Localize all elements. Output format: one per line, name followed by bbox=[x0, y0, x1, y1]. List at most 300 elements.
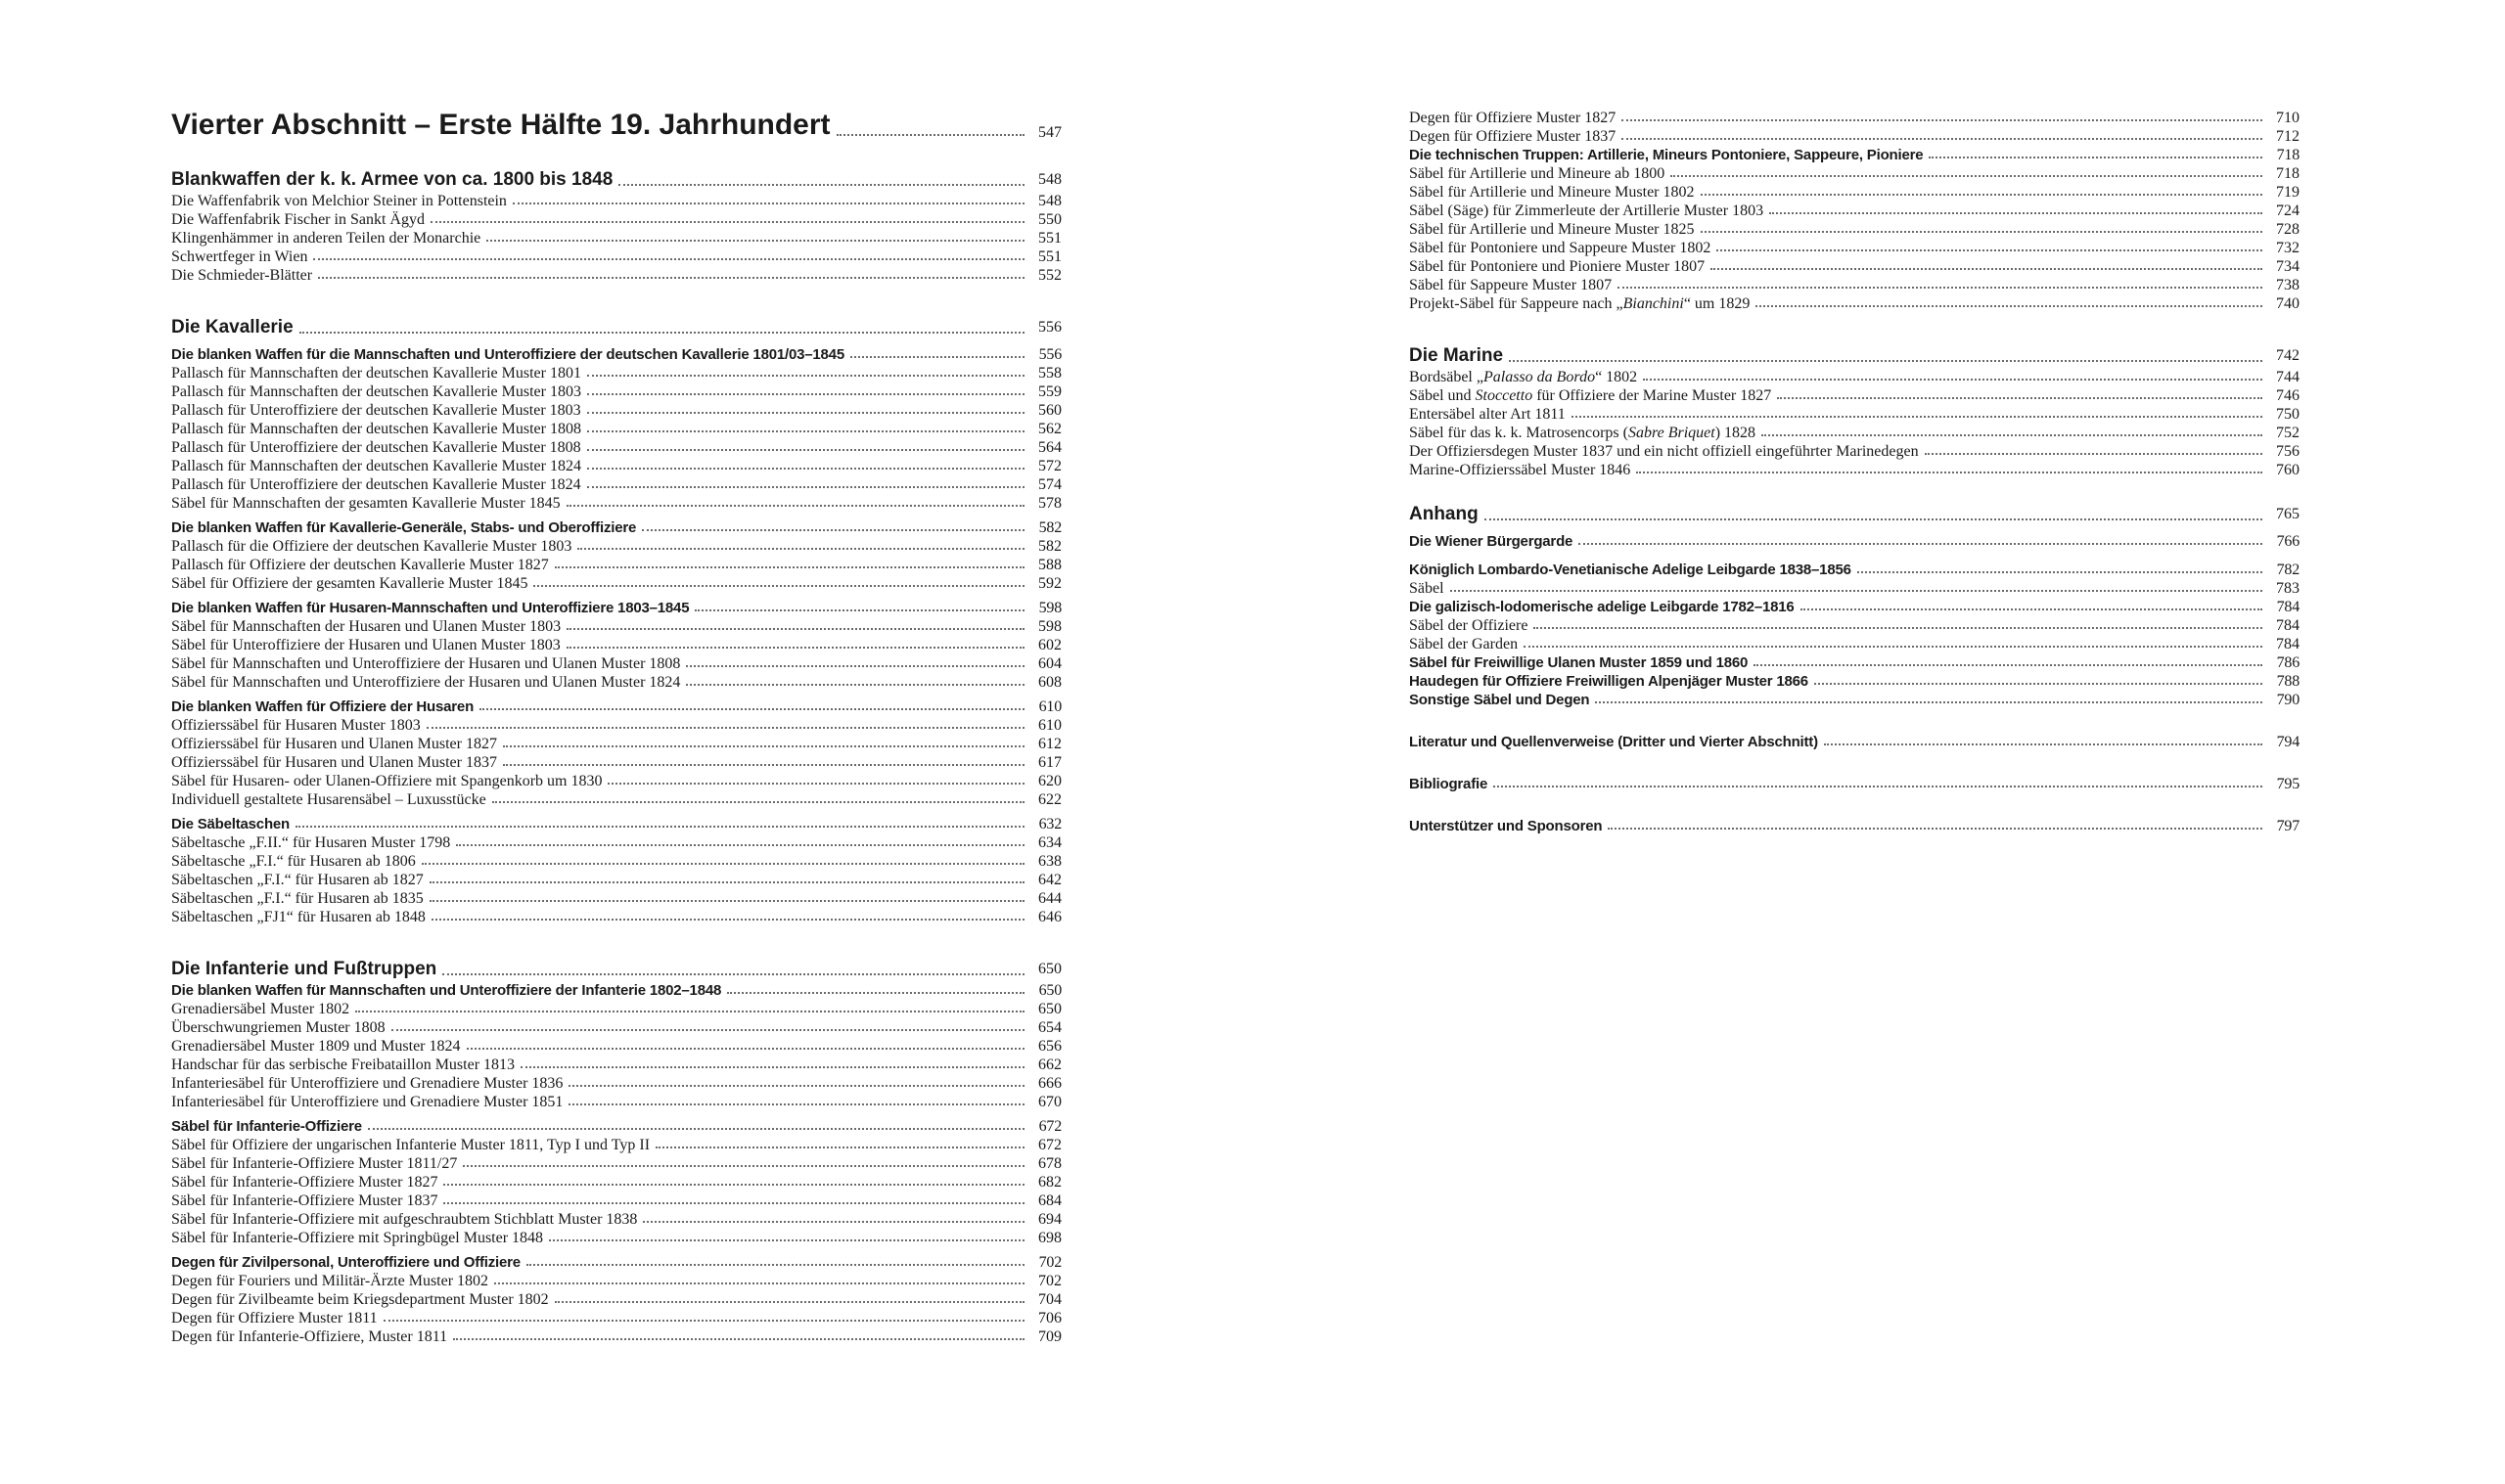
leader-dots bbox=[1578, 543, 2262, 545]
entry-title: Säbel für Infanterie-Offiziere Muster 1811/27 bbox=[171, 1155, 458, 1172]
page-number: 784 bbox=[2276, 617, 2300, 634]
section-title: Sonstige Säbel und Degen bbox=[1409, 692, 1590, 708]
toc-entry bbox=[171, 908, 1062, 926]
leader-dots bbox=[513, 202, 1025, 204]
toc-section bbox=[1409, 775, 2300, 793]
toc-entry bbox=[171, 457, 1062, 475]
page-number: 620 bbox=[1038, 773, 1062, 789]
toc-section bbox=[1409, 653, 2300, 672]
section-title: Degen für Zivilpersonal, Unteroffiziere und Offiziere bbox=[171, 1254, 521, 1271]
page-number: 698 bbox=[1038, 1230, 1062, 1246]
section-title: Die galizisch-lodomerische adelige Leibgarde 1782–1816 bbox=[1409, 599, 1795, 615]
page-number: 574 bbox=[1038, 476, 1062, 493]
entry-title: Säbel der Garden bbox=[1409, 636, 1519, 652]
leader-dots bbox=[1571, 416, 2262, 418]
toc-entry bbox=[1409, 257, 2300, 276]
entry-title: Säbel für Artillerie und Mineure Muster 1802 bbox=[1409, 184, 1695, 201]
page-number: 656 bbox=[1038, 1038, 1062, 1055]
leader-dots bbox=[555, 1301, 1025, 1303]
entry-list bbox=[171, 716, 1062, 809]
toc-entry bbox=[171, 1272, 1062, 1290]
toc-entry bbox=[171, 1093, 1062, 1111]
toc-entry bbox=[171, 1056, 1062, 1074]
toc-right-page bbox=[1409, 109, 2300, 835]
leader-dots bbox=[569, 1103, 1025, 1105]
toc-entry bbox=[1409, 461, 2300, 479]
section-title: Die Wiener Bürgergarde bbox=[1409, 533, 1573, 550]
page-number: 610 bbox=[1038, 717, 1062, 734]
leader-dots bbox=[587, 412, 1025, 414]
page-number: 547 bbox=[1038, 124, 1062, 141]
entry-list bbox=[171, 1272, 1062, 1346]
entry-list bbox=[1409, 109, 2300, 146]
entry-title: Klingenhämmer in anderen Teilen der Monarchie bbox=[171, 230, 481, 247]
leader-dots bbox=[492, 801, 1025, 803]
page-number: 604 bbox=[1038, 655, 1062, 672]
page-number: 718 bbox=[2276, 147, 2300, 163]
leader-dots bbox=[391, 1029, 1025, 1031]
page-number: 765 bbox=[2276, 506, 2300, 522]
entry-title: Säbel für Mannschaften der gesamten Kavallerie Muster 1845 bbox=[171, 495, 561, 512]
chapter-title: Anhang bbox=[1409, 504, 1479, 524]
toc-section bbox=[171, 1253, 1062, 1272]
entry-title: Bordsäbel „Palasso da Bordo“ 1802 bbox=[1409, 369, 1638, 385]
page-number: 562 bbox=[1038, 421, 1062, 437]
entry-list bbox=[1409, 164, 2300, 294]
leader-dots bbox=[1710, 268, 2262, 270]
page-number: 617 bbox=[1038, 754, 1062, 771]
entry-title: Die Waffenfabrik von Melchior Steiner in Pottenstein bbox=[171, 193, 507, 209]
entry-title: Projekt-Säbel für Sappeure nach „Bianchini“ um 1829 bbox=[1409, 295, 1751, 312]
page-number: 654 bbox=[1038, 1019, 1062, 1036]
leader-dots bbox=[1716, 249, 2262, 251]
entry-title: Säbel für Pontoniere und Pioniere Muster 1807 bbox=[1409, 258, 1706, 275]
toc-section bbox=[171, 1117, 1062, 1136]
leader-dots bbox=[526, 1264, 1025, 1266]
toc-section bbox=[171, 345, 1062, 364]
page-number: 672 bbox=[1038, 1118, 1062, 1135]
entry-title: Säbel für Pontoniere und Sappeure Muster 1802 bbox=[1409, 240, 1711, 256]
page-number: 740 bbox=[2276, 295, 2300, 312]
leader-dots bbox=[587, 375, 1025, 377]
page-number: 702 bbox=[1038, 1273, 1062, 1289]
toc-entry bbox=[171, 1037, 1062, 1056]
page-number: 662 bbox=[1038, 1057, 1062, 1073]
page-number: 551 bbox=[1038, 230, 1062, 247]
toc-section bbox=[1409, 817, 2300, 835]
chapter-title: Die Kavallerie bbox=[171, 317, 294, 337]
entry-title: Säbel für Mannschaften und Unteroffiziere der Husaren und Ulanen Muster 1824 bbox=[171, 674, 681, 691]
toc-entry bbox=[1409, 368, 2300, 386]
page-number: 732 bbox=[2276, 240, 2300, 256]
page-number: 582 bbox=[1038, 519, 1062, 536]
toc-entry bbox=[171, 475, 1062, 494]
page-number: 610 bbox=[1038, 698, 1062, 715]
toc-entry bbox=[171, 364, 1062, 382]
page-number: 598 bbox=[1038, 600, 1062, 616]
toc-entry bbox=[171, 382, 1062, 401]
toc-entry bbox=[171, 852, 1062, 871]
leader-dots bbox=[1857, 571, 2262, 573]
toc-section bbox=[171, 518, 1062, 537]
toc-chapter bbox=[171, 958, 1062, 981]
toc-section bbox=[1409, 146, 2300, 164]
page-number: 666 bbox=[1038, 1075, 1062, 1092]
leader-dots bbox=[1800, 608, 2262, 610]
toc-entry bbox=[1409, 109, 2300, 127]
page-number: 550 bbox=[1038, 211, 1062, 228]
entry-title: Säbeltasche „F.I.“ für Husaren ab 1806 bbox=[171, 853, 416, 870]
toc-section bbox=[1409, 598, 2300, 616]
page-number: 719 bbox=[2276, 184, 2300, 201]
toc-chapter bbox=[171, 316, 1062, 339]
toc-entry bbox=[171, 716, 1062, 735]
leader-dots bbox=[1754, 664, 2262, 666]
page-number: 712 bbox=[2276, 128, 2300, 145]
entry-title: Offizierssäbel für Husaren und Ulanen Muster 1837 bbox=[171, 754, 497, 771]
entry-list bbox=[171, 537, 1062, 593]
leader-dots bbox=[1814, 683, 2262, 685]
section-title: Königlich Lombardo-Venetianische Adelige Leibgarde 1838–1856 bbox=[1409, 562, 1851, 578]
toc-entry bbox=[1409, 294, 2300, 313]
toc-entry bbox=[171, 229, 1062, 247]
toc-entry bbox=[171, 673, 1062, 692]
leader-dots bbox=[1777, 397, 2262, 399]
toc-entry bbox=[1409, 405, 2300, 424]
toc-entry bbox=[171, 735, 1062, 753]
leader-dots bbox=[1621, 138, 2262, 140]
leader-dots bbox=[368, 1128, 1025, 1130]
entry-title: Säbeltasche „F.II.“ für Husaren Muster 1798 bbox=[171, 834, 451, 851]
toc-chapter bbox=[1409, 503, 2300, 526]
toc-section bbox=[1409, 733, 2300, 751]
page-number: 556 bbox=[1038, 319, 1062, 336]
leader-dots bbox=[577, 548, 1025, 550]
section-title: Bibliografie bbox=[1409, 776, 1488, 792]
toc-section bbox=[171, 599, 1062, 617]
page-number: 797 bbox=[2276, 818, 2300, 834]
entry-title: Degen für Offiziere Muster 1837 bbox=[1409, 128, 1617, 145]
leader-dots bbox=[1701, 194, 2263, 196]
leader-dots bbox=[587, 486, 1025, 488]
toc-section bbox=[171, 981, 1062, 1000]
leader-dots bbox=[642, 529, 1025, 531]
toc-section bbox=[1409, 561, 2300, 579]
entry-title: Degen für Offiziere Muster 1811 bbox=[171, 1310, 378, 1327]
page-number: 702 bbox=[1038, 1254, 1062, 1271]
entry-list bbox=[171, 364, 1062, 513]
leader-dots bbox=[850, 356, 1025, 358]
leader-dots bbox=[1670, 175, 2262, 177]
toc-entry bbox=[171, 871, 1062, 889]
section-title: Die blanken Waffen für Mannschaften und Unteroffiziere der Infanterie 1802–1848 bbox=[171, 982, 722, 999]
page-number: 734 bbox=[2276, 258, 2300, 275]
page-number: 560 bbox=[1038, 402, 1062, 419]
toc-entry bbox=[171, 438, 1062, 457]
entry-title: Individuell gestaltete Husarensäbel – Luxusstücke bbox=[171, 791, 486, 808]
entry-title: Schwertfeger in Wien bbox=[171, 248, 308, 265]
page-number: 728 bbox=[2276, 221, 2300, 238]
toc-entry bbox=[1409, 276, 2300, 294]
section-title: Literatur und Quellenverweise (Dritter und Vierter Abschnitt) bbox=[1409, 734, 1818, 750]
leader-dots bbox=[567, 628, 1025, 630]
leader-dots bbox=[1493, 786, 2262, 787]
page-number: 646 bbox=[1038, 909, 1062, 925]
page-number: 744 bbox=[2276, 369, 2300, 385]
toc-entry bbox=[171, 420, 1062, 438]
page-number: 795 bbox=[2276, 776, 2300, 792]
entry-title: Überschwungriemen Muster 1808 bbox=[171, 1019, 386, 1036]
entry-title: Säbel für Husaren- oder Ulanen-Offiziere mit Spangenkorb um 1830 bbox=[171, 773, 603, 789]
toc-entry bbox=[171, 1290, 1062, 1309]
toc-entry bbox=[171, 654, 1062, 673]
leader-dots bbox=[443, 1202, 1025, 1204]
toc-entry bbox=[171, 1173, 1062, 1192]
page-number: 552 bbox=[1038, 267, 1062, 284]
toc-entry bbox=[171, 1309, 1062, 1327]
toc-entry bbox=[171, 833, 1062, 852]
leader-dots bbox=[695, 609, 1025, 611]
toc-entry bbox=[171, 401, 1062, 420]
leader-dots bbox=[608, 783, 1025, 785]
toc-chapter bbox=[1409, 344, 2300, 368]
leader-dots bbox=[727, 992, 1025, 994]
leader-dots bbox=[1643, 379, 2262, 381]
leader-dots bbox=[686, 665, 1025, 667]
leader-dots bbox=[587, 430, 1025, 432]
leader-dots bbox=[431, 221, 1025, 223]
entry-title: Offizierssäbel für Husaren und Ulanen Muster 1827 bbox=[171, 736, 497, 752]
toc-section bbox=[171, 697, 1062, 716]
page-number: 694 bbox=[1038, 1211, 1062, 1228]
entry-title: Säbel für Artillerie und Mineure Muster 1825 bbox=[1409, 221, 1695, 238]
leader-dots bbox=[555, 566, 1025, 568]
page-number: 710 bbox=[2276, 110, 2300, 126]
entry-title: Pallasch für Unteroffiziere der deutschen Kavallerie Muster 1803 bbox=[171, 402, 581, 419]
entry-title: Säbel für Mannschaften und Unteroffiziere der Husaren und Ulanen Muster 1808 bbox=[171, 655, 681, 672]
entry-title: Säbeltaschen „F.I.“ für Husaren ab 1835 bbox=[171, 890, 424, 907]
page-number: 746 bbox=[2276, 387, 2300, 404]
toc-entry bbox=[171, 494, 1062, 513]
entry-title: Degen für Infanterie-Offiziere, Muster 1811 bbox=[171, 1328, 448, 1345]
entry-title: Entersäbel alter Art 1811 bbox=[1409, 406, 1566, 423]
page-number: 750 bbox=[2276, 406, 2300, 423]
page-number: 790 bbox=[2276, 692, 2300, 708]
entry-list bbox=[171, 617, 1062, 692]
entry-title: Degen für Offiziere Muster 1827 bbox=[1409, 110, 1617, 126]
entry-title: Säbel der Offiziere bbox=[1409, 617, 1528, 634]
toc-entry bbox=[171, 617, 1062, 636]
toc-entry bbox=[1409, 127, 2300, 146]
entry-title: Degen für Fouriers und Militär-Ärzte Muster 1802 bbox=[171, 1273, 489, 1289]
entry-title: Handschar für das serbische Freibataillon Muster 1813 bbox=[171, 1057, 516, 1073]
page-number: 650 bbox=[1038, 982, 1062, 999]
page-number: 548 bbox=[1038, 193, 1062, 209]
section-title: Haudegen für Offiziere Freiwilligen Alpenjäger Muster 1866 bbox=[1409, 673, 1808, 690]
leader-dots bbox=[456, 844, 1025, 846]
leader-dots bbox=[618, 184, 1025, 186]
leader-dots bbox=[569, 1085, 1025, 1087]
leader-dots bbox=[430, 881, 1025, 883]
leader-dots bbox=[1509, 360, 2262, 362]
leader-dots bbox=[656, 1147, 1025, 1148]
leader-dots bbox=[1484, 518, 2262, 520]
toc-section bbox=[171, 815, 1062, 833]
toc-entry bbox=[1409, 220, 2300, 239]
page-number: 642 bbox=[1038, 872, 1062, 888]
entry-title: Säbeltaschen „F.I.“ für Husaren ab 1827 bbox=[171, 872, 424, 888]
toc-entry bbox=[171, 1018, 1062, 1037]
entry-title: Infanteriesäbel für Unteroffiziere und Grenadiere Muster 1836 bbox=[171, 1075, 564, 1092]
toc-chapter bbox=[171, 168, 1062, 192]
toc-entry bbox=[1409, 616, 2300, 635]
entry-list bbox=[171, 1000, 1062, 1111]
leader-dots bbox=[503, 745, 1025, 747]
page-number: 564 bbox=[1038, 439, 1062, 456]
leader-dots bbox=[422, 863, 1025, 865]
leader-dots bbox=[567, 647, 1025, 649]
entry-title: Säbel für Artillerie und Mineure ab 1800 bbox=[1409, 165, 1665, 182]
page-number: 582 bbox=[1038, 538, 1062, 555]
leader-dots bbox=[837, 134, 1025, 136]
page-number: 709 bbox=[1038, 1328, 1062, 1345]
page-number: 718 bbox=[2276, 165, 2300, 182]
leader-dots bbox=[453, 1338, 1025, 1340]
toc-entry bbox=[1409, 442, 2300, 461]
toc-entry bbox=[171, 1192, 1062, 1210]
toc-entry bbox=[1409, 202, 2300, 220]
leader-dots bbox=[355, 1011, 1025, 1012]
leader-dots bbox=[587, 393, 1025, 395]
toc-entry bbox=[171, 790, 1062, 809]
page-number: 572 bbox=[1038, 458, 1062, 474]
page-number: 782 bbox=[2276, 562, 2300, 578]
leader-dots bbox=[443, 1184, 1025, 1186]
leader-dots bbox=[1925, 453, 2262, 455]
section-title: Die blanken Waffen für Offiziere der Husaren bbox=[171, 698, 475, 715]
toc-entry bbox=[1409, 183, 2300, 202]
leader-dots bbox=[567, 505, 1025, 507]
entry-title: Säbel (Säge) für Zimmerleute der Artillerie Muster 1803 bbox=[1409, 202, 1764, 219]
entry-title: Säbel für Infanterie-Offiziere Muster 1837 bbox=[171, 1192, 438, 1209]
page-number: 559 bbox=[1038, 383, 1062, 400]
section-title: Säbel für Freiwillige Ulanen Muster 1859 und 1860 bbox=[1409, 654, 1749, 671]
entry-title: Säbel für Infanterie-Offiziere mit aufgeschraubtem Stichblatt Muster 1838 bbox=[171, 1211, 638, 1228]
toc-entry bbox=[171, 1210, 1062, 1229]
entry-title: Pallasch für Mannschaften der deutschen Kavallerie Muster 1808 bbox=[171, 421, 581, 437]
leader-dots bbox=[533, 585, 1025, 587]
entry-title: Degen für Zivilbeamte beim Kriegsdepartment Muster 1802 bbox=[171, 1291, 549, 1308]
leader-dots bbox=[479, 708, 1025, 710]
toc-entry bbox=[171, 753, 1062, 772]
leader-dots bbox=[1524, 646, 2262, 648]
page-number: 612 bbox=[1038, 736, 1062, 752]
page-number: 784 bbox=[2276, 636, 2300, 652]
page-number: 634 bbox=[1038, 834, 1062, 851]
leader-dots bbox=[549, 1239, 1025, 1241]
page-number: 632 bbox=[1038, 816, 1062, 832]
leader-dots bbox=[384, 1320, 1025, 1322]
entry-title: Der Offiziersdegen Muster 1837 und ein nicht offiziell eingeführter Marinedegen bbox=[1409, 443, 1919, 460]
section-title: Säbel für Infanterie-Offiziere bbox=[171, 1118, 362, 1135]
page-number: 588 bbox=[1038, 557, 1062, 573]
page-number: 650 bbox=[1038, 1001, 1062, 1017]
page-number: 602 bbox=[1038, 637, 1062, 653]
page-number: 678 bbox=[1038, 1155, 1062, 1172]
page-number: 598 bbox=[1038, 618, 1062, 635]
page-number: 684 bbox=[1038, 1192, 1062, 1209]
leader-dots bbox=[503, 764, 1025, 766]
entry-title: Säbeltaschen „FJ1“ für Husaren ab 1848 bbox=[171, 909, 426, 925]
page-number: 760 bbox=[2276, 462, 2300, 478]
page-number: 742 bbox=[2276, 347, 2300, 364]
leader-dots bbox=[1608, 828, 2262, 830]
page-number: 644 bbox=[1038, 890, 1062, 907]
leader-dots bbox=[1929, 157, 2262, 158]
page-number: 738 bbox=[2276, 277, 2300, 293]
page-number: 788 bbox=[2276, 673, 2300, 690]
page-number: 638 bbox=[1038, 853, 1062, 870]
toc-entry bbox=[1409, 239, 2300, 257]
entry-title: Pallasch für Unteroffiziere der deutschen Kavallerie Muster 1808 bbox=[171, 439, 581, 456]
entry-title: Säbel für Offiziere der ungarischen Infanterie Muster 1811, Typ I und Typ II bbox=[171, 1137, 651, 1153]
toc-entry bbox=[171, 1136, 1062, 1154]
toc-entry bbox=[171, 247, 1062, 266]
toc-entry bbox=[171, 1154, 1062, 1173]
toc-entry bbox=[1409, 424, 2300, 442]
leader-dots bbox=[430, 900, 1025, 902]
leader-dots bbox=[1533, 627, 2262, 629]
toc-entry bbox=[171, 1074, 1062, 1093]
part-title: Vierter Abschnitt – Erste Hälfte 19. Jahrhundert bbox=[171, 109, 831, 141]
page-number: 551 bbox=[1038, 248, 1062, 265]
toc-left-page bbox=[171, 106, 1062, 1346]
section-title: Die blanken Waffen für Husaren-Mannschaften und Unteroffiziere 1803–1845 bbox=[171, 600, 690, 616]
toc-part-title bbox=[171, 106, 1062, 145]
page-number: 548 bbox=[1038, 171, 1062, 188]
leader-dots bbox=[463, 1165, 1025, 1167]
page-number: 608 bbox=[1038, 674, 1062, 691]
leader-dots bbox=[442, 973, 1025, 975]
toc-entry bbox=[171, 266, 1062, 285]
leader-dots bbox=[467, 1048, 1025, 1050]
section-title: Unterstützer und Sponsoren bbox=[1409, 818, 1603, 834]
page-number: 650 bbox=[1038, 961, 1062, 977]
toc-entry bbox=[171, 1229, 1062, 1247]
page-number: 672 bbox=[1038, 1137, 1062, 1153]
page-number: 558 bbox=[1038, 365, 1062, 382]
leader-dots bbox=[1755, 305, 2262, 307]
leader-dots bbox=[1769, 212, 2262, 214]
entry-title: Pallasch für Offiziere der deutschen Kavallerie Muster 1827 bbox=[171, 557, 549, 573]
page-number: 592 bbox=[1038, 575, 1062, 592]
page-number: 756 bbox=[2276, 443, 2300, 460]
entry-title: Pallasch für die Offiziere der deutschen Kavallerie Muster 1803 bbox=[171, 538, 572, 555]
entry-title: Säbel und Stoccetto für Offiziere der Marine Muster 1827 bbox=[1409, 387, 1772, 404]
toc-entry bbox=[1409, 164, 2300, 183]
toc-entry bbox=[171, 1000, 1062, 1018]
entry-title: Säbel für das k. k. Matrosencorps (Sabre Briquet) 1828 bbox=[1409, 425, 1756, 441]
entry-title: Die Waffenfabrik Fischer in Sankt Ägyd bbox=[171, 211, 425, 228]
leader-dots bbox=[427, 727, 1025, 729]
leader-dots bbox=[587, 468, 1025, 470]
entry-title: Die Schmieder-Blätter bbox=[171, 267, 313, 284]
leader-dots bbox=[1450, 590, 2262, 592]
page-number: 724 bbox=[2276, 202, 2300, 219]
chapter-title: Die Marine bbox=[1409, 345, 1504, 366]
toc-entry bbox=[171, 889, 1062, 908]
section-title: Die blanken Waffen für die Mannschaften und Unteroffiziere der deutschen Kavallerie 1801/03–1845 bbox=[171, 346, 844, 363]
